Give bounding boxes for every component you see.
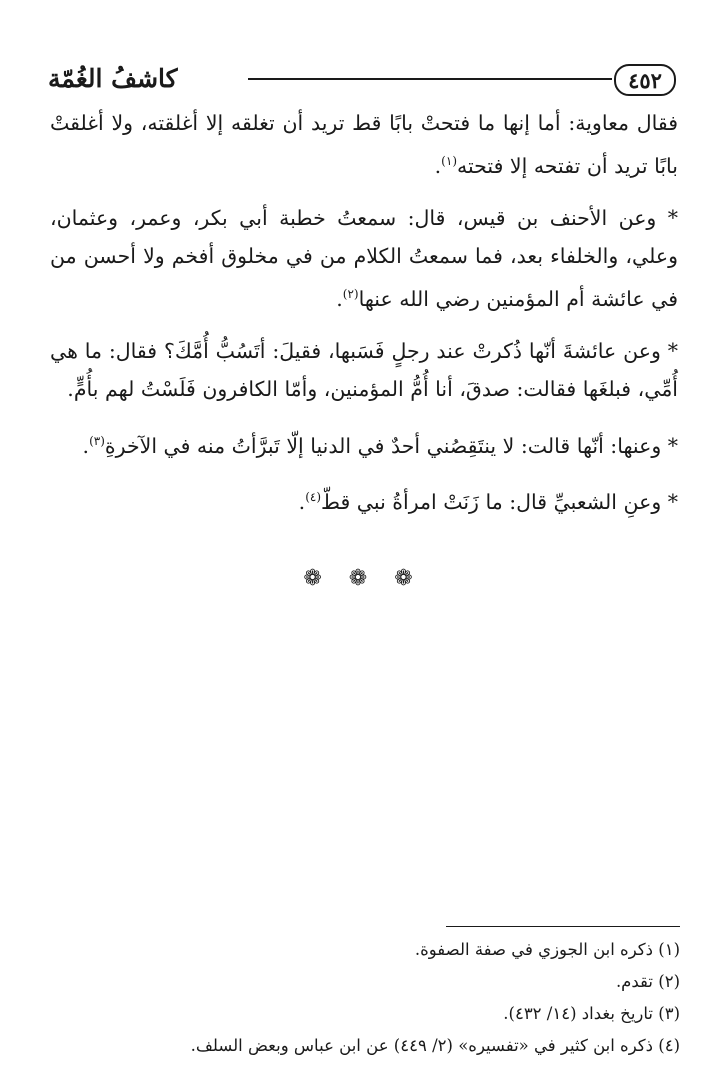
page-header (48, 62, 676, 98)
paragraph-end: . (82, 433, 90, 458)
footnote-rule (446, 926, 680, 927)
footnote: (٢) تقدم. (615, 972, 680, 991)
footnote: (٣) تاريخ بغداد (١٤/ ٤٣٢). (503, 1004, 680, 1023)
section-ornament: ❁ ❁ ❁ (303, 566, 423, 591)
header-rule (248, 78, 612, 80)
paragraph-text: فقال معاوية: أما إنها ما فتحتْ بابًا قط تريد أن تغلقه إلا أغلقته، ولا أغلقتْ بابًا تريد أن تفتحه إلا فتحته (50, 111, 678, 178)
footnote: (١) ذكره ابن الجوزي في صفة الصفوة. (414, 940, 680, 959)
page-number: ٤٥٢ (614, 64, 676, 96)
paragraph (50, 199, 678, 318)
footnote-ref: (٢) (342, 286, 359, 301)
paragraph (50, 332, 678, 408)
book-title: كاشفُ الغُمّة (48, 64, 178, 93)
paragraph-text: * وعن عائشةَ أنّها ذُكرتْ عند رجلٍ فَسَبها، فقيلَ: أتَسُبُّ أُمَّكَ؟ فقال: ما هي أُمِّي، فبلغَها فقالت: صدقَ، أنا أُمُّ المؤمنين، وأمّا الكافرون فَلَسْتُ لهم بأُمٍّ. (50, 338, 678, 401)
main-text (50, 104, 678, 535)
footnote-ref: (١) (441, 154, 457, 168)
footnote: (٤) ذكره ابن كثير في «تفسيره» (٢/ ٤٤٩) عن ابن عباس وبعض السلف. (190, 1036, 680, 1055)
paragraph-text: * وعنِ الشعبيِّ قال: ما زَنَتْ امرأةُ نبي قطّ (321, 490, 678, 515)
paragraph-text: * وعن الأحنف بن قيس، قال: سمعتُ خطبة أبي بكر، وعمر، وعثمان، وعلي، والخلفاء بعد، فما سمعتُ الكلام من في مخلوق أفخم ولا أحسن من في عائشة أم المؤمنين رضي الله عنها (50, 205, 678, 311)
paragraph-end: . (434, 153, 442, 178)
footnote-ref: (٣) (89, 433, 105, 448)
paragraph (50, 422, 678, 465)
paragraph-end: . (298, 490, 306, 515)
footnote-ref: (٤) (305, 490, 322, 505)
paragraph-text: * وعنها: أنّها قالت: لا ينتَقِصُني أحدٌ في الدنيا إلّا تَبرَّأتُ منه في الآخرةِ (104, 433, 678, 458)
footnotes (48, 934, 680, 1062)
paragraph-end: . (336, 286, 343, 311)
paragraph (50, 104, 678, 185)
paragraph (50, 478, 678, 521)
